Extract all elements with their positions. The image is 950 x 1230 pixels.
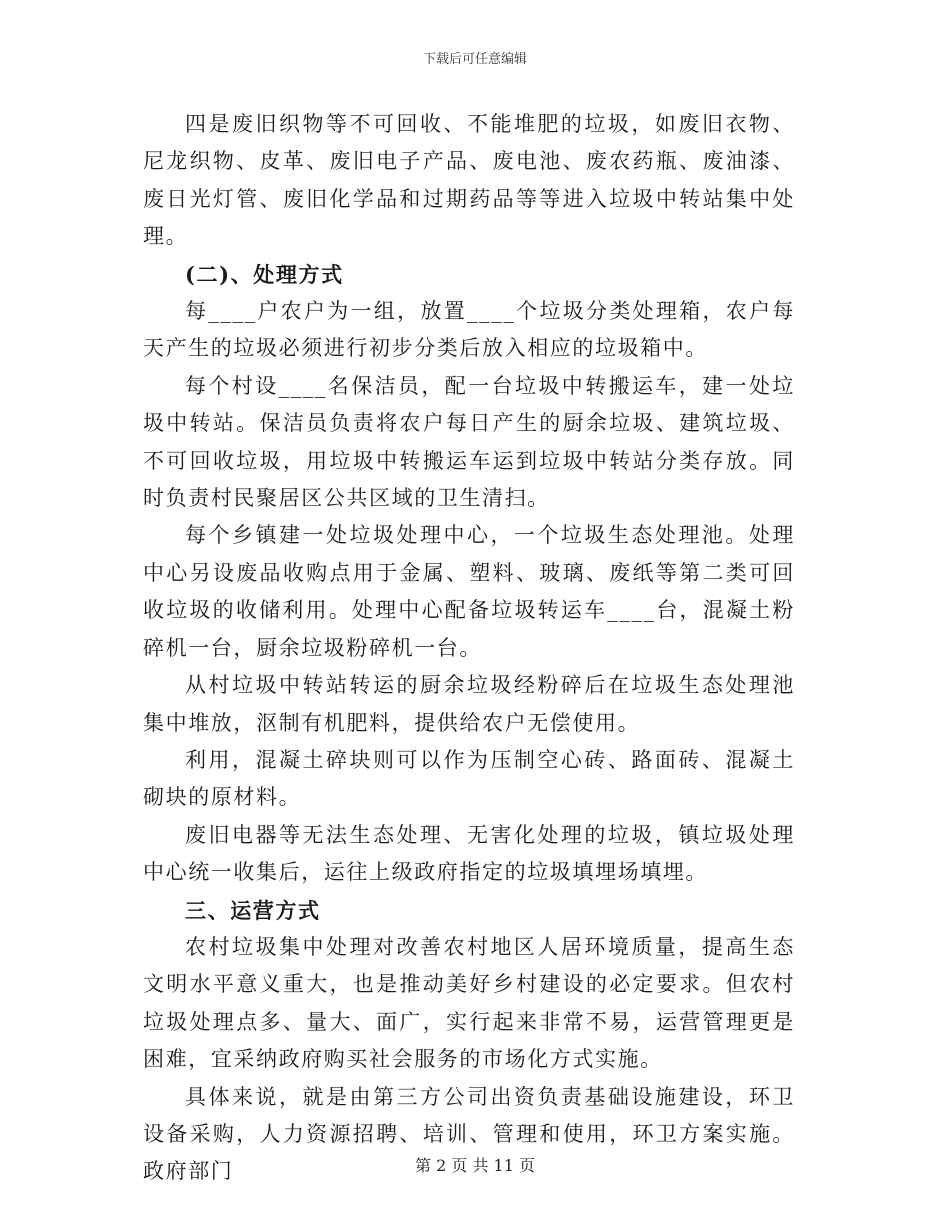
paragraph: 废旧电器等无法生态处理、无害化处理的垃圾，镇垃圾处理中心统一收集后，运往上级政府指定的垃圾填埋场填埋。 <box>143 822 795 885</box>
paragraph: 每个村设____名保洁员，配一台垃圾中转搬运车，建一处垃圾中转站。保洁员负责将农户每日产生的厨余垃圾、建筑垃圾、不可回收垃圾，用垃圾中转搬运车运到垃圾中转站分类存放。同时负责村民聚居区公共区域的卫生清扫。 <box>143 373 795 511</box>
paragraph: 农村垃圾集中处理对改善农村地区人居环境质量，提高生态文明水平意义重大，也是推动美好乡村建设的必定要求。但农村垃圾处理点多、量大、面广，实行起来非常不易，运营管理更是困难，宜采纳政府购买社会服务的市场化方式实施。 <box>143 934 795 1072</box>
section-heading: 三、运营方式 <box>185 897 321 923</box>
paragraph: 每____户农户为一组，放置____个垃圾分类处理箱，农户每天产生的垃圾必须进行初步分类后放入相应的垃圾箱中。 <box>143 299 795 361</box>
page-number-footer: 第 2 页 共 11 页 <box>415 1156 535 1175</box>
document-body <box>143 106 795 1191</box>
paragraph: 四是废旧织物等不可回收、不能堆肥的垃圾，如废旧衣物、尼龙织物、皮革、废旧电子产品、废电池、废农药瓶、废油漆、废日光灯管、废旧化学品和过期药品等等进入垃圾中转站集中处理。 <box>143 112 795 249</box>
page-header: 下载后可任意编辑 <box>422 52 527 67</box>
section-heading: (二)、处理方式 <box>185 261 344 287</box>
paragraph: 利用，混凝土碎块则可以作为压制空心砖、路面砖、混凝土砌块的原材料。 <box>143 747 795 810</box>
paragraph: 从村垃圾中转站转运的厨余垃圾经粉碎后在垃圾生态处理池集中堆放，沤制有机肥料，提供给农户无偿使用。 <box>143 673 795 735</box>
paragraph: 每个乡镇建一处垃圾处理中心，一个垃圾生态处理池。处理中心另设废品收购点用于金属、塑料、玻璃、废纸等第二类可回收垃圾的收储利用。处理中心配备垃圾转运车____台，混凝土粉碎机一台，厨余垃圾粉碎机一台。 <box>143 523 795 660</box>
paragraph: 具体来说，就是由第三方公司出资负责基础设施建设，环卫设备采购，人力资源招聘、培训、管理和使用，环卫方案实施。政府部门 <box>143 1084 795 1184</box>
